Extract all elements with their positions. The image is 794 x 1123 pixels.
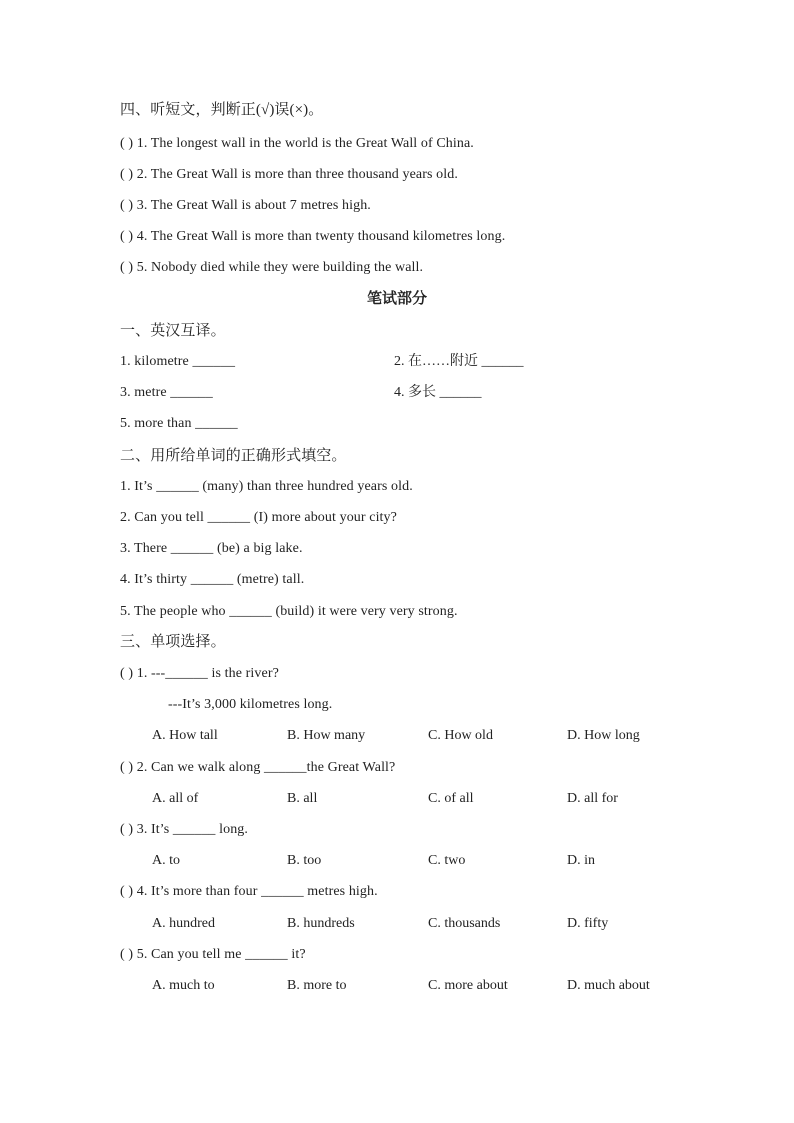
choice-q1-option-b: B. How many — [287, 728, 366, 743]
listening-item-5: ( ) 5. Nobody died while they were building the wall. — [120, 260, 424, 275]
choice-question-3: ( ) 3. It’s ______ long. — [120, 822, 249, 837]
choice-q5-option-c: C. more about — [428, 978, 508, 993]
section-heading-fill: 二、用所给单词的正确形式填空。 — [120, 448, 347, 464]
translation-item-1: 1. kilometre ______ — [120, 354, 236, 369]
choice-q5-option-d: D. much about — [567, 978, 650, 993]
choice-q2-option-b: B. all — [287, 791, 318, 806]
listening-item-4: ( ) 4. The Great Wall is more than twenty thousand kilometres long. — [120, 229, 506, 244]
translation-item-2: 2. 在……附近 ______ — [394, 354, 524, 369]
choice-question-2: ( ) 2. Can we walk along ______the Great Wall? — [120, 760, 396, 775]
choice-q2-option-a: A. all of — [152, 791, 199, 806]
choice-q1-option-a: A. How tall — [152, 728, 218, 743]
written-part-title: 笔试部分 — [366, 291, 427, 307]
fill-item-2: 2. Can you tell ______ (I) more about your city? — [120, 510, 397, 525]
choice-q5-option-b: B. more to — [287, 978, 347, 993]
choice-q3-option-a: A. to — [152, 853, 180, 868]
listening-item-3: ( ) 3. The Great Wall is about 7 metres high. — [120, 198, 371, 213]
section-heading-translation: 一、英汉互译。 — [120, 323, 226, 339]
fill-item-3: 3. There ______ (be) a big lake. — [120, 541, 303, 556]
choice-q4-option-d: D. fifty — [567, 916, 609, 931]
listening-item-1: ( ) 1. The longest wall in the world is the Great Wall of China. — [120, 136, 474, 151]
choice-q3-option-d: D. in — [567, 853, 595, 868]
fill-item-4: 4. It’s thirty ______ (metre) tall. — [120, 572, 305, 587]
translation-item-4: 4. 多长 ______ — [394, 385, 482, 400]
choice-q3-option-b: B. too — [287, 853, 322, 868]
section-heading-choice: 三、单项选择。 — [120, 634, 226, 650]
choice-q2-option-c: C. of all — [428, 791, 474, 806]
choice-q1-option-c: C. How old — [428, 728, 493, 743]
choice-question-1-answer-line: ---It’s 3,000 kilometres long. — [168, 697, 333, 712]
choice-q3-option-c: C. two — [428, 853, 466, 868]
choice-q2-option-d: D. all for — [567, 791, 618, 806]
translation-item-3: 3. metre ______ — [120, 385, 213, 400]
choice-q5-option-a: A. much to — [152, 978, 215, 993]
choice-question-4: ( ) 4. It’s more than four ______ metres high. — [120, 884, 378, 899]
choice-question-5: ( ) 5. Can you tell me ______ it? — [120, 947, 306, 962]
choice-q4-option-c: C. thousands — [428, 916, 501, 931]
section-heading-listening: 四、听短文，判断正(√)误(×)。 — [120, 102, 324, 118]
fill-item-1: 1. It’s ______ (many) than three hundred years old. — [120, 479, 413, 494]
choice-q4-option-b: B. hundreds — [287, 916, 355, 931]
fill-item-5: 5. The people who ______ (build) it were very very strong. — [120, 604, 458, 619]
listening-item-2: ( ) 2. The Great Wall is more than three thousand years old. — [120, 167, 458, 182]
translation-item-5: 5. more than ______ — [120, 416, 238, 431]
choice-question-1: ( ) 1. ---______ is the river? — [120, 666, 279, 681]
choice-q1-option-d: D. How long — [567, 728, 640, 743]
choice-q4-option-a: A. hundred — [152, 916, 215, 931]
